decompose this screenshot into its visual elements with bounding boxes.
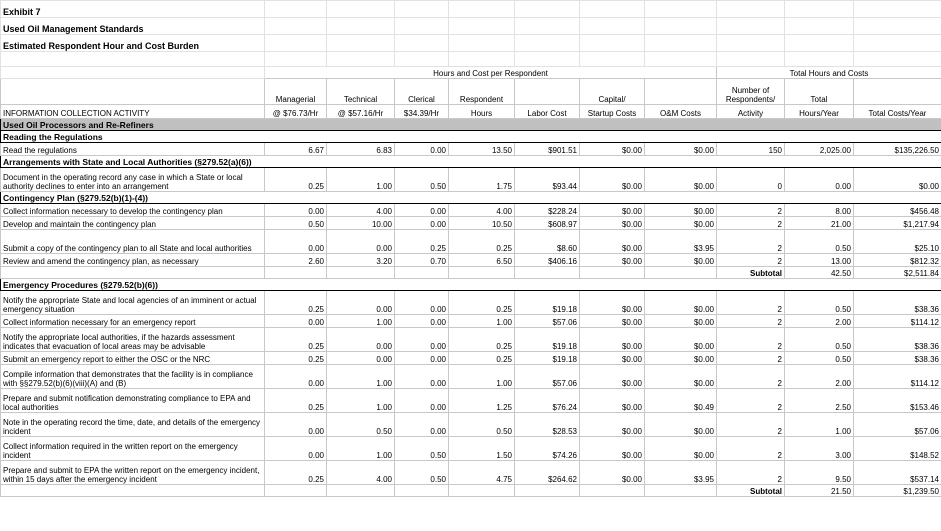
activity-cell: Collect information necessary to develop the contingency plan <box>1 204 265 217</box>
value-cell: 0.00 <box>395 389 449 413</box>
column-header-line2: Total Costs/Year <box>854 105 941 119</box>
empty-cell <box>580 18 645 35</box>
value-cell: 1.00 <box>449 365 515 389</box>
empty-cell <box>580 52 645 67</box>
empty-cell <box>645 485 717 497</box>
table-row <box>1 437 941 461</box>
exhibit-label: Exhibit 7 <box>1 1 265 18</box>
value-cell: $0.00 <box>580 389 645 413</box>
column-header-line2: @ $57.16/Hr <box>327 105 395 119</box>
value-cell: 0.25 <box>449 328 515 352</box>
value-cell: $57.06 <box>854 413 941 437</box>
empty-cell <box>265 1 327 18</box>
empty-cell <box>395 35 449 52</box>
column-header-line2: Activity <box>717 105 785 119</box>
value-cell: $114.12 <box>854 365 941 389</box>
value-cell: 2 <box>717 230 785 254</box>
value-cell: $38.36 <box>854 352 941 365</box>
title-line: Estimated Respondent Hour and Cost Burden <box>1 35 265 52</box>
empty-cell <box>515 18 580 35</box>
value-cell: 2 <box>717 365 785 389</box>
empty-cell <box>1 79 265 105</box>
value-cell: 6.67 <box>265 143 327 156</box>
value-cell: $0.00 <box>580 413 645 437</box>
value-cell: $0.00 <box>645 291 717 315</box>
activity-cell: Notify the appropriate local authorities, if the hazards assessment indicates that evacuation of local areas may be advisable <box>1 328 265 352</box>
value-cell: $28.53 <box>515 413 580 437</box>
header-row-2 <box>1 105 941 119</box>
value-cell: $57.06 <box>515 365 580 389</box>
empty-cell <box>327 485 395 497</box>
value-cell: $25.10 <box>854 230 941 254</box>
value-cell: $74.26 <box>515 437 580 461</box>
value-cell: $93.44 <box>515 168 580 192</box>
value-cell: 0.00 <box>395 143 449 156</box>
empty-cell <box>449 35 515 52</box>
table-row <box>1 461 941 485</box>
empty-cell <box>785 52 854 67</box>
value-cell: 0.00 <box>327 328 395 352</box>
column-header-line1: Number of Respondents/ <box>717 79 785 105</box>
value-cell: $0.00 <box>645 168 717 192</box>
column-header-line1 <box>645 79 717 105</box>
table-row <box>1 291 941 315</box>
value-cell: 0.25 <box>265 389 327 413</box>
value-cell: 2,025.00 <box>785 143 854 156</box>
value-cell: 4.00 <box>327 204 395 217</box>
value-cell: 0.00 <box>265 315 327 328</box>
value-cell: 4.75 <box>449 461 515 485</box>
empty-cell <box>327 52 395 67</box>
empty-cell <box>395 1 449 18</box>
title-row <box>1 35 941 52</box>
value-cell: 0.50 <box>785 352 854 365</box>
value-cell: 0.50 <box>395 168 449 192</box>
value-cell: 0.25 <box>265 328 327 352</box>
empty-cell <box>785 35 854 52</box>
table-row <box>1 168 941 192</box>
empty-cell <box>717 18 785 35</box>
value-cell: $0.49 <box>645 389 717 413</box>
activity-cell: Develop and maintain the contingency plan <box>1 217 265 230</box>
value-cell: 2.50 <box>785 389 854 413</box>
value-cell: $456.48 <box>854 204 941 217</box>
value-cell: 9.50 <box>785 461 854 485</box>
section-heading-row <box>1 156 941 168</box>
value-cell: 6.83 <box>327 143 395 156</box>
empty-cell <box>449 267 515 279</box>
value-cell: $0.00 <box>580 461 645 485</box>
subtotal-row <box>1 485 941 497</box>
value-cell: 0.50 <box>395 437 449 461</box>
value-cell: 0.00 <box>785 168 854 192</box>
section-heading: Reading the Regulations <box>1 131 941 143</box>
activity-cell: Review and amend the contingency plan, as necessary <box>1 254 265 267</box>
activity-cell: Document in the operating record any case in which a State or local authority declines to enter into an arrangement <box>1 168 265 192</box>
empty-cell <box>645 267 717 279</box>
column-header-line2: Labor Cost <box>515 105 580 119</box>
value-cell: 2 <box>717 413 785 437</box>
value-cell: 0 <box>717 168 785 192</box>
value-cell: 2 <box>717 352 785 365</box>
value-cell: $0.00 <box>580 437 645 461</box>
table-row <box>1 413 941 437</box>
value-cell: 0.25 <box>265 461 327 485</box>
value-cell: $19.18 <box>515 328 580 352</box>
value-cell: 0.00 <box>395 365 449 389</box>
subtotal-costs: $1,239.50 <box>854 485 941 497</box>
empty-cell <box>717 52 785 67</box>
empty-cell <box>645 35 717 52</box>
value-cell: 0.00 <box>395 217 449 230</box>
value-cell: 6.50 <box>449 254 515 267</box>
subtotal-row <box>1 267 941 279</box>
empty-cell <box>1 485 265 497</box>
activity-cell: Prepare and submit notification demonstrating compliance to EPA and local authorities <box>1 389 265 413</box>
value-cell: 1.00 <box>327 437 395 461</box>
value-cell: 21.00 <box>785 217 854 230</box>
empty-cell <box>327 35 395 52</box>
category-row <box>1 119 941 131</box>
empty-cell <box>515 485 580 497</box>
subtotal-hours: 42.50 <box>785 267 854 279</box>
table-row <box>1 143 941 156</box>
value-cell: 0.25 <box>449 352 515 365</box>
value-cell: $0.00 <box>645 143 717 156</box>
value-cell: $0.00 <box>580 204 645 217</box>
value-cell: 0.50 <box>785 328 854 352</box>
empty-cell <box>395 267 449 279</box>
value-cell: $38.36 <box>854 328 941 352</box>
column-header-line1 <box>515 79 580 105</box>
column-header-line2: Startup Costs <box>580 105 645 119</box>
value-cell: $0.00 <box>580 352 645 365</box>
value-cell: 4.00 <box>327 461 395 485</box>
empty-cell <box>449 18 515 35</box>
value-cell: $57.06 <box>515 315 580 328</box>
empty-cell <box>515 52 580 67</box>
empty-cell <box>395 52 449 67</box>
value-cell: 0.50 <box>449 413 515 437</box>
value-cell: 1.25 <box>449 389 515 413</box>
value-cell: 0.25 <box>265 168 327 192</box>
empty-cell <box>515 35 580 52</box>
activity-cell: Note in the operating record the time, date, and details of the emergency incident <box>1 413 265 437</box>
value-cell: 0.25 <box>395 230 449 254</box>
value-cell: 0.00 <box>327 352 395 365</box>
value-cell: 10.00 <box>327 217 395 230</box>
value-cell: 0.50 <box>785 230 854 254</box>
title-row <box>1 18 941 35</box>
value-cell: 10.50 <box>449 217 515 230</box>
value-cell: 0.25 <box>265 352 327 365</box>
column-header-line2: $34.39/Hr <box>395 105 449 119</box>
empty-cell <box>717 35 785 52</box>
empty-cell <box>327 1 395 18</box>
value-cell: $1,217.94 <box>854 217 941 230</box>
value-cell: 2.60 <box>265 254 327 267</box>
empty-cell <box>265 35 327 52</box>
value-cell: 0.00 <box>395 291 449 315</box>
subtotal-hours: 21.50 <box>785 485 854 497</box>
title-row <box>1 1 941 18</box>
value-cell: $135,226.50 <box>854 143 941 156</box>
header-row-1 <box>1 79 941 105</box>
activity-cell: Collect information required in the written report on the emergency incident <box>1 437 265 461</box>
value-cell: $19.18 <box>515 291 580 315</box>
column-header-line2: Hours/Year <box>785 105 854 119</box>
empty-cell <box>265 485 327 497</box>
value-cell: $0.00 <box>645 352 717 365</box>
value-cell: 2 <box>717 437 785 461</box>
value-cell: 0.25 <box>265 291 327 315</box>
table-row <box>1 315 941 328</box>
value-cell: 0.00 <box>265 437 327 461</box>
empty-cell <box>580 267 645 279</box>
column-header-line1: Managerial <box>265 79 327 105</box>
value-cell: 1.50 <box>449 437 515 461</box>
value-cell: $3.95 <box>645 230 717 254</box>
empty-cell <box>785 1 854 18</box>
column-header-line2: Hours <box>449 105 515 119</box>
column-header-line1: Capital/ <box>580 79 645 105</box>
value-cell: 0.00 <box>395 352 449 365</box>
value-cell: $0.00 <box>580 143 645 156</box>
blank-row <box>1 52 941 67</box>
value-cell: 0.00 <box>265 413 327 437</box>
activity-cell: Submit a copy of the contingency plan to all State and local authorities <box>1 230 265 254</box>
empty-cell <box>265 52 327 67</box>
value-cell: 0.50 <box>265 217 327 230</box>
value-cell: 1.00 <box>327 315 395 328</box>
value-cell: 2 <box>717 217 785 230</box>
value-cell: $114.12 <box>854 315 941 328</box>
value-cell: $0.00 <box>645 217 717 230</box>
column-header-line1: Clerical <box>395 79 449 105</box>
header-group-totals: Total Hours and Costs <box>717 67 941 79</box>
empty-cell <box>395 18 449 35</box>
header-group-per-respondent: Hours and Cost per Respondent <box>265 67 717 79</box>
value-cell: $0.00 <box>854 168 941 192</box>
column-header-line2: O&M Costs <box>645 105 717 119</box>
empty-cell <box>645 18 717 35</box>
value-cell: $0.00 <box>580 217 645 230</box>
value-cell: $0.00 <box>580 315 645 328</box>
value-cell: $0.00 <box>645 413 717 437</box>
value-cell: 0.00 <box>265 204 327 217</box>
value-cell: $0.00 <box>645 204 717 217</box>
empty-cell <box>580 1 645 18</box>
value-cell: $0.00 <box>645 437 717 461</box>
subtotal-label: Subtotal <box>717 267 785 279</box>
section-heading-row <box>1 279 941 291</box>
empty-cell <box>265 18 327 35</box>
value-cell: $19.18 <box>515 352 580 365</box>
value-cell: 0.50 <box>395 461 449 485</box>
value-cell: 2.00 <box>785 315 854 328</box>
subtotal-label: Subtotal <box>717 485 785 497</box>
value-cell: 3.20 <box>327 254 395 267</box>
value-cell: 8.00 <box>785 204 854 217</box>
value-cell: 0.00 <box>395 315 449 328</box>
column-header-activity: INFORMATION COLLECTION ACTIVITY <box>1 105 265 119</box>
value-cell: $0.00 <box>580 365 645 389</box>
value-cell: 13.50 <box>449 143 515 156</box>
value-cell: $608.97 <box>515 217 580 230</box>
empty-cell <box>515 1 580 18</box>
activity-cell: Collect information necessary for an emergency report <box>1 315 265 328</box>
value-cell: 0.50 <box>785 291 854 315</box>
activity-cell: Read the regulations <box>1 143 265 156</box>
section-heading-row <box>1 192 941 204</box>
section-heading: Emergency Procedures (§279.52(b)(6)) <box>1 279 941 291</box>
empty-cell <box>717 1 785 18</box>
empty-cell <box>580 35 645 52</box>
column-header-line1: Total <box>785 79 854 105</box>
value-cell: 2 <box>717 254 785 267</box>
value-cell: 13.00 <box>785 254 854 267</box>
value-cell: 0.00 <box>395 204 449 217</box>
table-row <box>1 365 941 389</box>
value-cell: $0.00 <box>580 230 645 254</box>
column-header-line1 <box>854 79 941 105</box>
empty-cell <box>1 52 265 67</box>
value-cell: $153.46 <box>854 389 941 413</box>
value-cell: $228.24 <box>515 204 580 217</box>
table-row <box>1 328 941 352</box>
value-cell: 0.00 <box>265 365 327 389</box>
empty-cell <box>1 67 265 79</box>
value-cell: 2 <box>717 315 785 328</box>
category-heading: Used Oil Processors and Re-Refiners <box>1 119 941 131</box>
section-heading-row <box>1 131 941 143</box>
value-cell: $0.00 <box>645 315 717 328</box>
value-cell: 2 <box>717 461 785 485</box>
value-cell: $0.00 <box>645 254 717 267</box>
value-cell: $264.62 <box>515 461 580 485</box>
empty-cell <box>854 18 941 35</box>
empty-cell <box>449 485 515 497</box>
table-row <box>1 389 941 413</box>
empty-cell <box>265 267 327 279</box>
empty-cell <box>785 18 854 35</box>
empty-cell <box>449 52 515 67</box>
value-cell: 4.00 <box>449 204 515 217</box>
table-body <box>1 1 941 497</box>
activity-cell: Compile information that demonstrates that the facility is in compliance with §§279.52(b)(6)(viii)(A) and (B) <box>1 365 265 389</box>
empty-cell <box>580 485 645 497</box>
value-cell: 2 <box>717 291 785 315</box>
section-heading: Contingency Plan (§279.52(b)(1)-(4)) <box>1 192 941 204</box>
activity-cell: Submit an emergency report to either the OSC or the NRC <box>1 352 265 365</box>
value-cell: $0.00 <box>580 254 645 267</box>
subtotal-costs: $2,511.84 <box>854 267 941 279</box>
value-cell: 0.00 <box>395 328 449 352</box>
value-cell: 1.00 <box>327 389 395 413</box>
value-cell: $0.00 <box>580 168 645 192</box>
value-cell: $0.00 <box>645 365 717 389</box>
value-cell: 1.75 <box>449 168 515 192</box>
value-cell: 0.50 <box>327 413 395 437</box>
value-cell: 2 <box>717 389 785 413</box>
empty-cell <box>645 52 717 67</box>
value-cell: $38.36 <box>854 291 941 315</box>
value-cell: $8.60 <box>515 230 580 254</box>
value-cell: $406.16 <box>515 254 580 267</box>
table-row <box>1 217 941 230</box>
table-row <box>1 352 941 365</box>
activity-cell: Notify the appropriate State and local agencies of an imminent or actual emergency situation <box>1 291 265 315</box>
value-cell: 1.00 <box>327 365 395 389</box>
empty-cell <box>395 485 449 497</box>
empty-cell <box>327 18 395 35</box>
value-cell: $812.32 <box>854 254 941 267</box>
empty-cell <box>854 52 941 67</box>
table-row <box>1 254 941 267</box>
empty-cell <box>854 1 941 18</box>
title-line: Used Oil Management Standards <box>1 18 265 35</box>
activity-cell: Prepare and submit to EPA the written report on the emergency incident, within 15 days after the emergency incident <box>1 461 265 485</box>
value-cell: 0.00 <box>265 230 327 254</box>
value-cell: 0.70 <box>395 254 449 267</box>
value-cell: 1.00 <box>785 413 854 437</box>
table-row <box>1 204 941 217</box>
empty-cell <box>645 1 717 18</box>
value-cell: 150 <box>717 143 785 156</box>
column-header-line2: @ $76.73/Hr <box>265 105 327 119</box>
value-cell: 0.00 <box>327 291 395 315</box>
value-cell: 1.00 <box>449 315 515 328</box>
table-row <box>1 230 941 254</box>
value-cell: $0.00 <box>580 291 645 315</box>
value-cell: 2.00 <box>785 365 854 389</box>
value-cell: $0.00 <box>580 328 645 352</box>
value-cell: 3.00 <box>785 437 854 461</box>
value-cell: 2 <box>717 328 785 352</box>
empty-cell <box>327 267 395 279</box>
value-cell: 0.25 <box>449 291 515 315</box>
value-cell: $76.24 <box>515 389 580 413</box>
column-header-line1: Technical <box>327 79 395 105</box>
value-cell: $537.14 <box>854 461 941 485</box>
section-heading: Arrangements with State and Local Authorities (§279.52(a)(6)) <box>1 156 941 168</box>
value-cell: 0.00 <box>395 413 449 437</box>
value-cell: $901.51 <box>515 143 580 156</box>
empty-cell <box>854 35 941 52</box>
header-group-row <box>1 67 941 79</box>
value-cell: $0.00 <box>645 328 717 352</box>
value-cell: 0.00 <box>327 230 395 254</box>
value-cell: $3.95 <box>645 461 717 485</box>
value-cell: 0.25 <box>449 230 515 254</box>
empty-cell <box>1 267 265 279</box>
column-header-line1: Respondent <box>449 79 515 105</box>
value-cell: $148.52 <box>854 437 941 461</box>
value-cell: 1.00 <box>327 168 395 192</box>
value-cell: 2 <box>717 204 785 217</box>
empty-cell <box>515 267 580 279</box>
empty-cell <box>449 1 515 18</box>
